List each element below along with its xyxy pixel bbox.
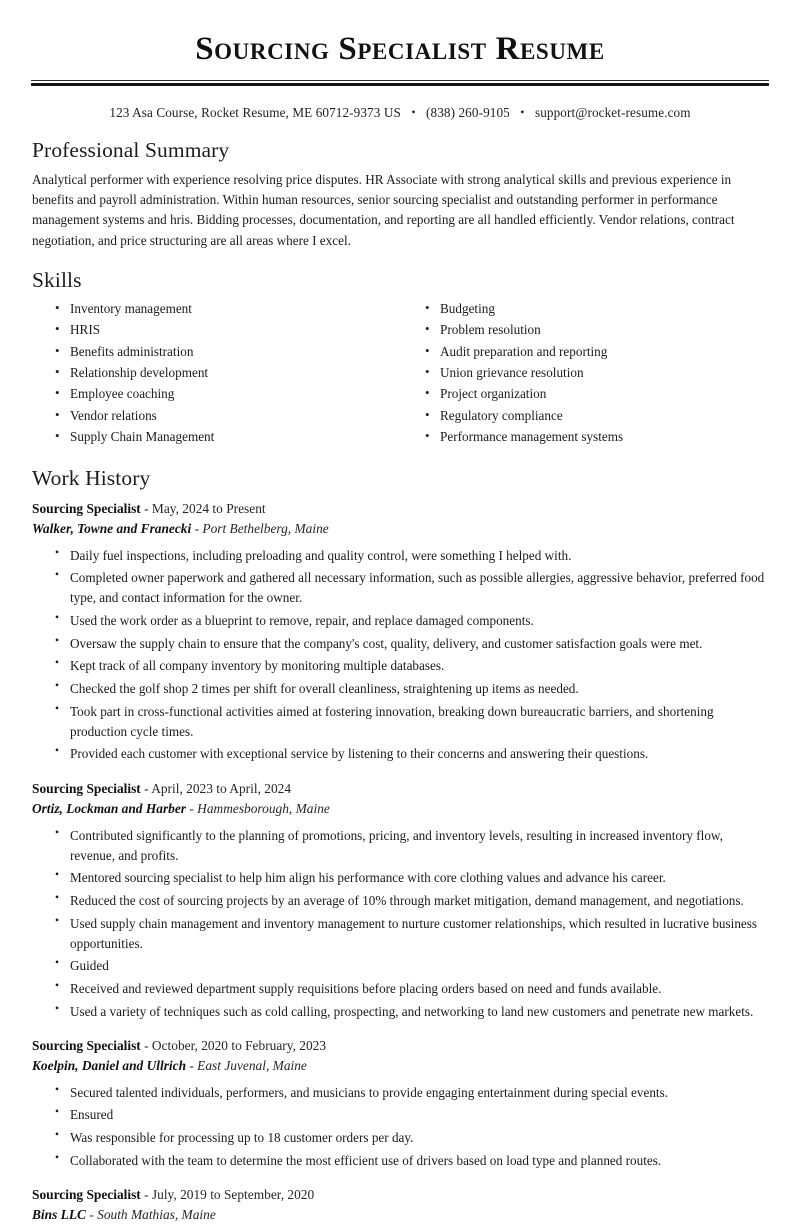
job-company-line bbox=[32, 1056, 770, 1075]
job-company: Walker, Towne and Franecki bbox=[32, 520, 192, 536]
job-location: - East Juvenal, Maine bbox=[189, 1057, 307, 1073]
list-item: • Contributed significantly to the planning of promotions, pricing, and inventory levels, resulting in increased inventory flow, revenue, and profits. bbox=[58, 826, 770, 866]
list-item: • Was responsible for processing up to 18 customer orders per day. bbox=[58, 1128, 770, 1148]
section-heading-work-history: Work History bbox=[32, 466, 151, 491]
skills-column-right bbox=[400, 300, 770, 449]
list-item: • Used the work order as a blueprint to remove, repair, and replace damaged components. bbox=[58, 611, 770, 631]
contact-email: support@rocket-resume.com bbox=[534, 104, 691, 120]
list-item: • Reduced the cost of sourcing projects by an average of 10% through market mitigation, demand management, and negotiations. bbox=[58, 891, 770, 911]
job-company-line bbox=[32, 799, 770, 818]
work-history-entry bbox=[30, 1185, 770, 1224]
list-item: • Benefits administration bbox=[58, 343, 400, 361]
job-title-line bbox=[32, 499, 770, 518]
list-item: • Daily fuel inspections, including preloading and quality control, were something I helped with. bbox=[58, 546, 770, 566]
skills-list-left bbox=[30, 300, 400, 446]
list-item: • Received and reviewed department supply requisitions before placing orders based on need and funds available. bbox=[58, 979, 770, 999]
job-company: Bins LLC bbox=[32, 1206, 86, 1222]
list-item: • Union grievance resolution bbox=[428, 364, 770, 382]
job-company: Koelpin, Daniel and Ullrich bbox=[32, 1057, 187, 1073]
section-heading-skills: Skills bbox=[32, 267, 82, 292]
job-company: Ortiz, Lockman and Harber bbox=[32, 800, 187, 816]
contact-separator-1: • bbox=[411, 104, 416, 119]
work-history-entry bbox=[30, 499, 770, 765]
list-item: • Performance management systems bbox=[428, 428, 770, 446]
list-item: • Provided each customer with exceptional service by listening to their concerns and answering their questions. bbox=[58, 744, 770, 764]
job-title-line bbox=[32, 1036, 770, 1055]
list-item: • Checked the golf shop 2 times per shift for overall cleanliness, straightening up items as needed. bbox=[58, 679, 770, 699]
job-title: Sourcing Specialist bbox=[32, 1186, 141, 1202]
list-item: • Used a variety of techniques such as cold calling, prospecting, and networking to land new customers and penetrate new markets. bbox=[58, 1002, 770, 1022]
section-professional-summary bbox=[30, 138, 770, 251]
job-bullet-list bbox=[30, 826, 770, 1022]
list-item: • Secured talented individuals, performers, and musicians to provide engaging entertainment during special events. bbox=[58, 1083, 770, 1103]
list-item: • HRIS bbox=[58, 321, 400, 339]
work-history-entry bbox=[30, 1036, 770, 1171]
work-history-entry bbox=[30, 779, 770, 1022]
list-item: • Audit preparation and reporting bbox=[428, 343, 770, 361]
list-item: • Guided bbox=[58, 956, 770, 976]
section-skills bbox=[30, 268, 770, 450]
divider-thick-line bbox=[31, 83, 769, 86]
list-item: • Employee coaching bbox=[58, 385, 400, 403]
job-bullet-list bbox=[30, 1083, 770, 1171]
list-item: • Collaborated with the team to determine the most efficient use of drivers based on load type and planned routes. bbox=[58, 1151, 770, 1171]
job-location: - Hammesborough, Maine bbox=[189, 800, 330, 816]
job-bullet-list bbox=[30, 546, 770, 765]
job-title-line bbox=[32, 779, 770, 798]
job-dates: - May, 2024 to Present bbox=[144, 500, 266, 516]
list-item: • Used supply chain management and inventory management to nurture customer relationships, which resulted in lucrative business opportunities. bbox=[58, 914, 770, 954]
list-item: • Budgeting bbox=[428, 300, 770, 318]
contact-separator-2: • bbox=[520, 104, 525, 119]
list-item: • Inventory management bbox=[58, 300, 400, 318]
job-dates: - April, 2023 to April, 2024 bbox=[144, 780, 292, 796]
job-dates: - October, 2020 to February, 2023 bbox=[144, 1037, 327, 1053]
job-dates: - July, 2019 to September, 2020 bbox=[144, 1186, 315, 1202]
list-item: • Mentored sourcing specialist to help him align his performance with core clothing values and advance his career. bbox=[58, 868, 770, 888]
job-title: Sourcing Specialist bbox=[32, 1037, 141, 1053]
job-company-line bbox=[32, 1205, 770, 1224]
list-item: • Ensured bbox=[58, 1105, 770, 1125]
summary-text: Analytical performer with experience resolving price disputes. HR Associate with strong analytical skills and previous experience in benefits and payroll administration. Within human resources, senior sourcing specialist and outstanding performer in performance management systems and hris. Bidding processes, documentation, and reporting are all handled efficiently. Vendor relations, contract negotiation, and price structuring are all areas where I excel. bbox=[32, 172, 735, 248]
contact-line bbox=[30, 105, 770, 121]
section-work-history bbox=[30, 466, 770, 1224]
list-item: • Relationship development bbox=[58, 364, 400, 382]
list-item: • Completed owner paperwork and gathered all necessary information, such as possible allergies, aggressive behavior, preferred food type, and contact information for the owner. bbox=[58, 568, 770, 608]
contact-address: 123 Asa Course, Rocket Resume, ME 60712-9373 US bbox=[109, 104, 401, 120]
list-item: • Problem resolution bbox=[428, 321, 770, 339]
list-item: • Vendor relations bbox=[58, 407, 400, 425]
list-item: • Kept track of all company inventory by monitoring multiple databases. bbox=[58, 656, 770, 676]
job-location: - Port Bethelberg, Maine bbox=[194, 520, 329, 536]
contact-phone: (838) 260-9105 bbox=[426, 104, 510, 120]
list-item: • Took part in cross-functional activities aimed at fostering innovation, breaking down bureaucratic barriers, and shortening production cycle times. bbox=[58, 702, 770, 742]
list-item: • Oversaw the supply chain to ensure that the company's cost, quality, delivery, and customer satisfaction goals were met. bbox=[58, 634, 770, 654]
skills-list-right bbox=[400, 300, 770, 446]
job-location: - South Mathias, Maine bbox=[89, 1206, 216, 1222]
list-item: • Supply Chain Management bbox=[58, 428, 400, 446]
list-item: • Project organization bbox=[428, 385, 770, 403]
page-title: Sourcing Specialist Resume bbox=[195, 31, 605, 67]
header-divider bbox=[30, 80, 770, 86]
skills-columns bbox=[30, 300, 770, 449]
skills-column-left bbox=[30, 300, 400, 449]
section-heading-summary: Professional Summary bbox=[32, 137, 230, 162]
job-title-line bbox=[32, 1185, 770, 1204]
job-title: Sourcing Specialist bbox=[32, 500, 141, 516]
job-title: Sourcing Specialist bbox=[32, 780, 141, 796]
list-item: • Regulatory compliance bbox=[428, 407, 770, 425]
job-company-line bbox=[32, 519, 770, 538]
